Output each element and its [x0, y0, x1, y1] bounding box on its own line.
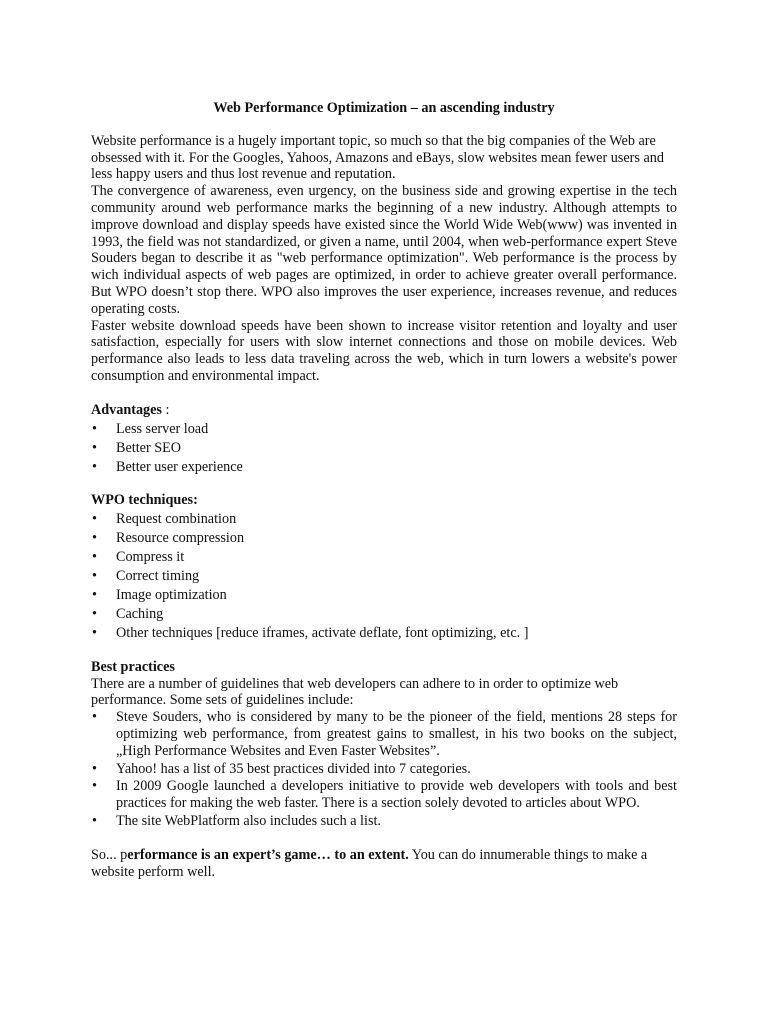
advantages-heading-colon: :	[161, 401, 170, 418]
list-item: • Yahoo! has a list of 35 best practices divided into 7 categories.	[91, 761, 677, 778]
list-item: • Image optimization	[91, 587, 677, 604]
list-item: • Resource compression	[91, 530, 677, 547]
best-practices-list	[91, 709, 677, 830]
closing-rest: You can do innumerable things to make a website perform well.	[91, 846, 648, 880]
list-item: • Less server load	[91, 421, 677, 438]
list-item: • Correct timing	[91, 568, 677, 585]
list-item: • In 2009 Google launched a developers initiative to provide web developers with tools and best practices for making the web faster. There is a section solely devoted to articles about WPO.	[91, 778, 677, 812]
list-item: • Request combination	[91, 511, 677, 528]
techniques-list	[91, 511, 677, 642]
best-practices-text: There are a number of guidelines that web developers can adhere to in order to optimize web performance. Some sets of guidelines include:	[91, 675, 619, 709]
intro-section	[91, 133, 677, 385]
list-item: • Compress it	[91, 549, 677, 566]
advantages-list	[91, 421, 677, 476]
advantages-heading-text: Advantages	[91, 401, 162, 418]
list-item: • Other techniques [reduce iframes, activate deflate, font optimizing, etc. ]	[91, 625, 677, 642]
list-item: • The site WebPlatform also includes such a list.	[91, 813, 677, 830]
list-item: • Caching	[91, 606, 677, 623]
document-title: Web Performance Optimization – an ascending industry	[213, 100, 555, 116]
list-item: • Better user experience	[91, 459, 677, 476]
intro-paragraph: The convergence of awareness, even urgency, on the business side and growing expertise in the tech community around web performance marks the beginning of a new industry. Although attempts to improve download and display speeds have existed since the World Wide Web(www) was invented in 1993, the field was not standardized, or given a name, until 2004, when web-performance expert Steve Souders began to describe it as "web performance optimization". Web performance is the process by wich individual aspects of web pages are optimized, in order to achieve greater overall performance. But WPO doesn’t stop there. WPO also improves the user experience, increases revenue, and reduces operating costs.	[91, 183, 677, 317]
advantages-heading	[91, 402, 677, 419]
techniques-heading: WPO techniques:	[91, 492, 198, 509]
list-item: • Better SEO	[91, 440, 677, 457]
intro-paragraph: Faster website download speeds have been shown to increase visitor retention and loyalty and user satisfaction, especially for users with slow internet connections and those on mobile devices. Web performance also leads to less data traveling across the web, which in turn lowers a website's power consumption and environmental impact.	[91, 317, 677, 384]
list-item: • Steve Souders, who is considered by many to be the pioneer of the field, mentions 28 steps for optimizing web performance, from greatest gains to smallest, in his two books on the subject, „High Performance Websites and Even Faster Websites”.	[91, 709, 677, 759]
intro-paragraph: Website performance is a hugely important topic, so much so that the big companies of the Web are obsessed with it. For the Googles, Yahoos, Amazons and eBays, slow websites mean fewer users and less happy users and thus lost revenue and reputation.	[91, 132, 664, 183]
closing-prefix: So... p	[91, 846, 128, 863]
closing-paragraph	[91, 847, 677, 881]
best-practices-heading: Best practices	[91, 658, 175, 675]
closing-bold: erformance is an expert’s game… to an extent.	[127, 846, 409, 863]
